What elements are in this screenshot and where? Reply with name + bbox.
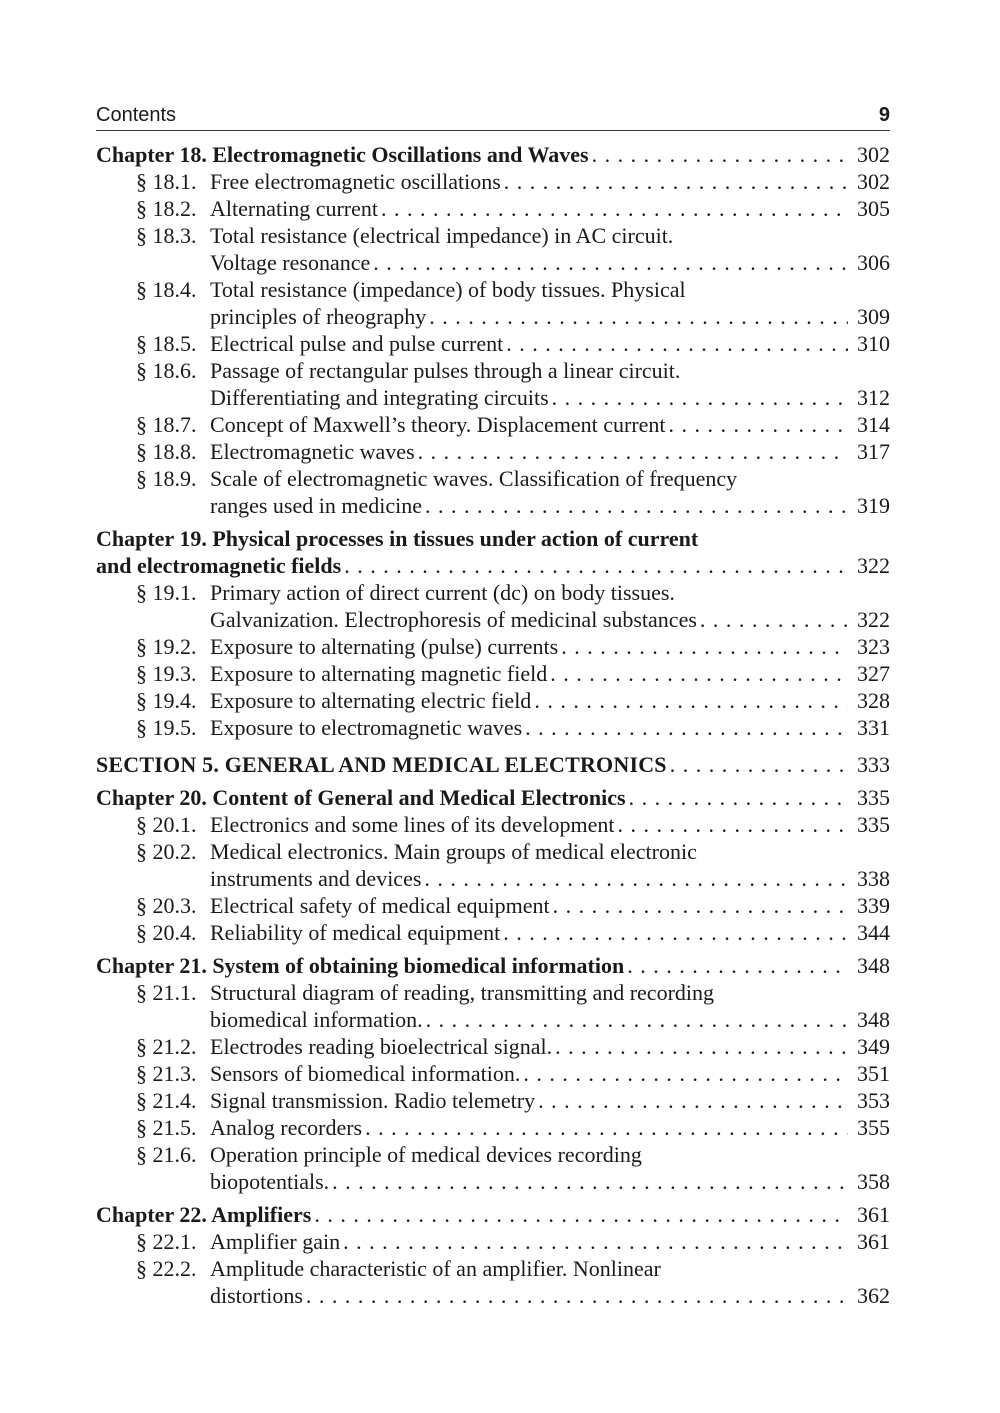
toc-para-21-4[interactable]	[96, 1087, 890, 1114]
para-title-line1: Amplitude characteristic of an amplifier. Nonlinear	[210, 1256, 661, 1281]
page-ref: 335	[857, 785, 890, 810]
toc-para-20-3[interactable]	[96, 892, 890, 919]
para-number: § 21.5.	[136, 1115, 197, 1140]
page-ref: 302	[857, 169, 890, 194]
running-head	[96, 100, 890, 131]
page-ref: 310	[857, 331, 890, 356]
para-number: § 21.3.	[136, 1061, 197, 1086]
page-ref: 306	[857, 250, 890, 275]
toc-para-18-9[interactable]	[96, 465, 890, 519]
para-title-line2: distortions	[210, 1283, 303, 1308]
page-ref: 362	[857, 1283, 890, 1308]
toc-chapter-21[interactable]	[96, 952, 890, 979]
para-title: Exposure to alternating (pulse) currents	[210, 634, 559, 659]
toc-para-18-6[interactable]	[96, 357, 890, 411]
dot-leader	[429, 303, 848, 330]
toc-para-18-2[interactable]	[96, 195, 890, 222]
page-ref: 322	[857, 607, 890, 632]
dot-leader	[669, 411, 848, 438]
page-ref: 327	[857, 661, 890, 686]
page-ref: 361	[857, 1202, 890, 1227]
para-title: Free electromagnetic oscillations	[210, 169, 501, 194]
dot-leader	[629, 784, 848, 811]
dot-leader	[553, 892, 848, 919]
toc-para-21-3[interactable]	[96, 1060, 890, 1087]
page-ref: 328	[857, 688, 890, 713]
dot-leader	[525, 714, 848, 741]
dot-leader	[373, 249, 848, 276]
toc-para-21-6[interactable]	[96, 1141, 890, 1195]
para-title: Sensors of biomedical information.	[210, 1061, 521, 1086]
page-ref: 348	[857, 1007, 890, 1032]
para-number: § 20.2.	[136, 839, 197, 864]
para-title-line2: biomedical information.	[210, 1007, 423, 1032]
dot-leader	[332, 1168, 848, 1195]
para-number: § 22.2.	[136, 1256, 197, 1281]
para-title: Exposure to electromagnetic waves	[210, 715, 523, 740]
dot-leader	[534, 687, 848, 714]
para-number: § 18.1.	[136, 169, 197, 194]
page-ref: 305	[857, 196, 890, 221]
para-title-line1: Structural diagram of reading, transmitting and recording	[210, 980, 715, 1005]
para-title: Exposure to alternating electric field	[210, 688, 532, 713]
page-ref: 322	[857, 553, 890, 578]
toc-para-20-2[interactable]	[96, 838, 890, 892]
chapter-title: Chapter 20. Content of General and Medical Electronics	[96, 785, 626, 810]
page-ref: 319	[857, 493, 890, 518]
para-number: § 18.3.	[136, 223, 197, 248]
para-number: § 18.8.	[136, 439, 197, 464]
toc-para-19-5[interactable]	[96, 714, 890, 741]
toc-para-20-4[interactable]	[96, 919, 890, 946]
dot-leader	[538, 1087, 848, 1114]
dot-leader	[617, 811, 848, 838]
dot-leader	[426, 1006, 848, 1033]
toc-chapter-20[interactable]	[96, 784, 890, 811]
toc-para-22-1[interactable]	[96, 1228, 890, 1255]
toc-para-21-5[interactable]	[96, 1114, 890, 1141]
para-title-line2: biopotentials.	[210, 1169, 330, 1194]
para-number: § 19.3.	[136, 661, 197, 686]
toc-para-18-3[interactable]	[96, 222, 890, 276]
para-title: Electronics and some lines of its development	[210, 812, 615, 837]
dot-leader	[381, 195, 848, 222]
para-number: § 18.5.	[136, 331, 197, 356]
page-ref: 314	[857, 412, 890, 437]
dot-leader	[627, 952, 848, 979]
para-number: § 18.2.	[136, 196, 197, 221]
para-number: § 19.5.	[136, 715, 197, 740]
dot-leader	[555, 1033, 848, 1060]
toc-para-19-3[interactable]	[96, 660, 890, 687]
toc-para-22-2[interactable]	[96, 1255, 890, 1309]
para-title: Signal transmission. Radio telemetry	[210, 1088, 536, 1113]
para-title-line1: Scale of electromagnetic waves. Classification of frequency	[210, 466, 738, 491]
page-ref: 317	[857, 439, 890, 464]
para-title-line1: Operation principle of medical devices recording	[210, 1142, 642, 1167]
page-ref: 344	[857, 920, 890, 945]
dot-leader	[504, 168, 848, 195]
dot-leader	[425, 492, 848, 519]
para-title-line2: Differentiating and integrating circuits	[210, 385, 549, 410]
para-title: Amplifier gain	[210, 1229, 341, 1254]
toc-para-19-2[interactable]	[96, 633, 890, 660]
toc-para-18-8[interactable]	[96, 438, 890, 465]
chapter-title-line1: Chapter 19. Physical processes in tissues under action of current	[96, 526, 699, 551]
page-ref: 339	[857, 893, 890, 918]
toc-section-5[interactable]	[96, 751, 890, 778]
page-ref: 355	[857, 1115, 890, 1140]
toc-chapter-22[interactable]	[96, 1201, 890, 1228]
para-number: § 18.6.	[136, 358, 197, 383]
para-number: § 22.1.	[136, 1229, 197, 1254]
dot-leader	[700, 606, 848, 633]
page-ref: 335	[857, 812, 890, 837]
page-ref: 312	[857, 385, 890, 410]
page-ref: 349	[857, 1034, 890, 1059]
dot-leader	[314, 1201, 848, 1228]
chapter-title: Chapter 21. System of obtaining biomedical information	[96, 953, 625, 978]
para-title-line2: principles of rheography	[210, 304, 427, 329]
dot-leader	[550, 660, 848, 687]
para-title: Electrodes reading bioelectrical signal.	[210, 1034, 553, 1059]
toc-para-18-4[interactable]	[96, 276, 890, 330]
para-title-line1: Total resistance (impedance) of body tissues. Physical	[210, 277, 686, 302]
chapter-title: Chapter 18. Electromagnetic Oscillations and Waves	[96, 142, 589, 167]
page-ref: 323	[857, 634, 890, 659]
toc-para-19-1[interactable]	[96, 579, 890, 633]
para-number: § 20.1.	[136, 812, 197, 837]
para-number: § 21.6.	[136, 1142, 197, 1167]
page-ref: 348	[857, 953, 890, 978]
para-number: § 19.2.	[136, 634, 197, 659]
para-title: Exposure to alternating magnetic field	[210, 661, 548, 686]
para-title-line1: Medical electronics. Main groups of medical electronic	[210, 839, 697, 864]
para-title-line2: Voltage resonance	[210, 250, 371, 275]
para-title-line2: instruments and devices	[210, 866, 422, 891]
dot-leader	[561, 633, 848, 660]
dot-leader	[418, 438, 848, 465]
para-title-line2: Galvanization. Electrophoresis of medicinal substances	[210, 607, 697, 632]
page-ref: 358	[857, 1169, 890, 1194]
toc-para-20-1[interactable]	[96, 811, 890, 838]
chapter-title-line2: and electromagnetic fields	[96, 553, 342, 578]
toc-para-21-2[interactable]	[96, 1033, 890, 1060]
dot-leader	[343, 1228, 848, 1255]
dot-leader	[552, 384, 848, 411]
toc-para-18-7[interactable]	[96, 411, 890, 438]
para-number: § 21.4.	[136, 1088, 197, 1113]
dot-leader	[670, 751, 848, 778]
para-title-line1: Primary action of direct current (dc) on body tissues.	[210, 580, 675, 605]
page-ref: 333	[857, 752, 890, 777]
para-title: Concept of Maxwell’s theory. Displacement current	[210, 412, 666, 437]
dot-leader	[592, 141, 848, 168]
dot-leader	[365, 1114, 848, 1141]
para-number: § 20.4.	[136, 920, 197, 945]
dot-leader	[424, 865, 848, 892]
page-ref: 331	[857, 715, 890, 740]
page-ref: 338	[857, 866, 890, 891]
toc-page	[96, 100, 890, 1309]
dot-leader	[306, 1282, 848, 1309]
para-number: § 19.4.	[136, 688, 197, 713]
para-number: § 18.7.	[136, 412, 197, 437]
para-number: § 21.2.	[136, 1034, 197, 1059]
para-title: Electrical pulse and pulse current	[210, 331, 504, 356]
page-ref: 353	[857, 1088, 890, 1113]
para-title-line2: ranges used in medicine	[210, 493, 422, 518]
page-ref: 351	[857, 1061, 890, 1086]
dot-leader	[506, 330, 848, 357]
para-title: Alternating current	[210, 196, 378, 221]
dot-leader	[503, 919, 848, 946]
toc-chapter-19[interactable]	[96, 525, 890, 579]
para-number: § 18.9.	[136, 466, 197, 491]
para-number: § 19.1.	[136, 580, 197, 605]
chapter-title: Chapter 22. Amplifiers	[96, 1202, 312, 1227]
para-title-line1: Passage of rectangular pulses through a linear circuit.	[210, 358, 681, 383]
para-title: Electrical safety of medical equipment	[210, 893, 550, 918]
para-number: § 21.1.	[136, 980, 197, 1005]
para-title: Electromagnetic waves	[210, 439, 415, 464]
page-ref: 309	[857, 304, 890, 329]
toc-para-21-1[interactable]	[96, 979, 890, 1033]
dot-leader	[344, 552, 848, 579]
table-of-contents	[96, 141, 890, 1309]
running-head-title: Contents	[96, 104, 177, 126]
toc-para-19-4[interactable]	[96, 687, 890, 714]
page-number: 9	[878, 104, 890, 126]
toc-para-18-1[interactable]	[96, 168, 890, 195]
para-title-line1: Total resistance (electrical impedance) in AC circuit.	[210, 223, 674, 248]
dot-leader	[523, 1060, 848, 1087]
para-title: Analog recorders	[210, 1115, 363, 1140]
page-ref: 302	[857, 142, 890, 167]
toc-chapter-18[interactable]	[96, 141, 890, 168]
page-ref: 361	[857, 1229, 890, 1254]
toc-para-18-5[interactable]	[96, 330, 890, 357]
para-title: Reliability of medical equipment	[210, 920, 501, 945]
para-number: § 18.4.	[136, 277, 197, 302]
para-number: § 20.3.	[136, 893, 197, 918]
section-title: SECTION 5. GENERAL AND MEDICAL ELECTRONICS	[96, 752, 667, 777]
